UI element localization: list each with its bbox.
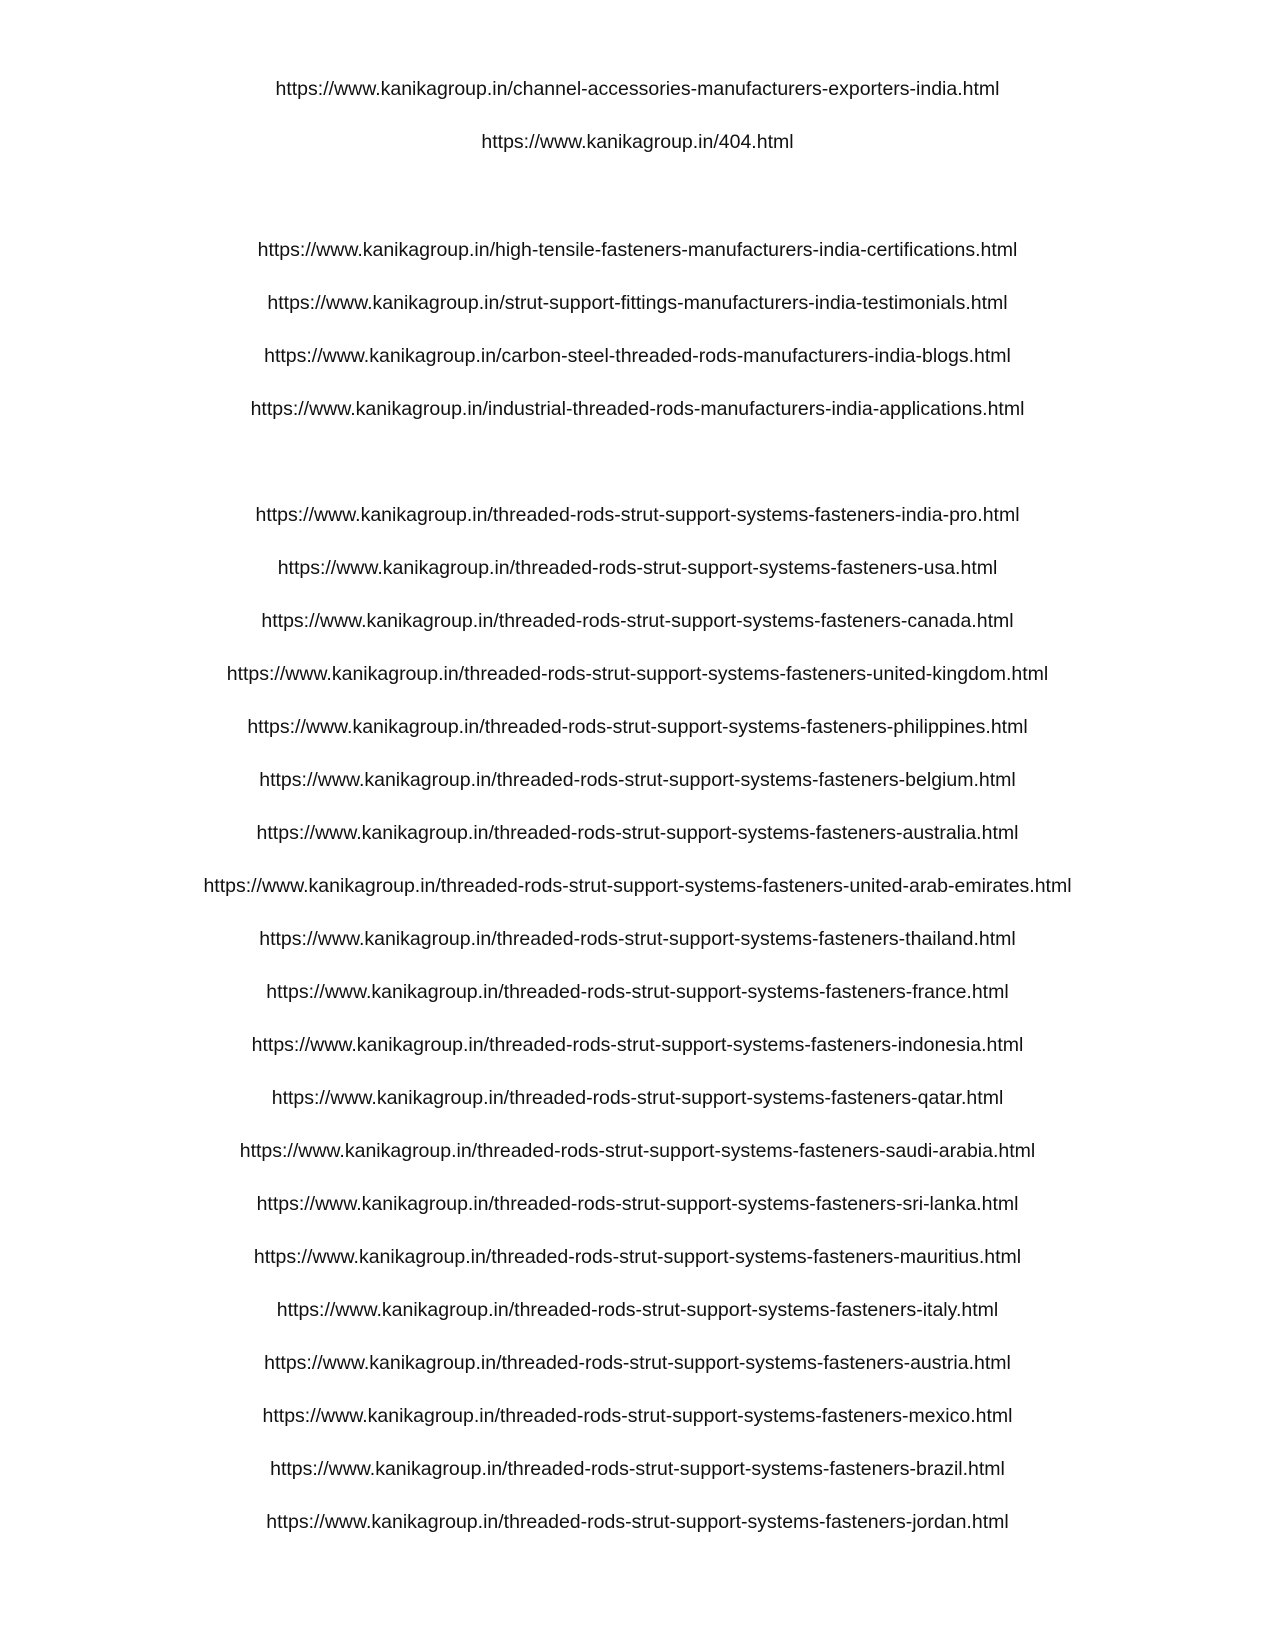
url-list-item (0, 595, 1275, 648)
url-link[interactable]: https://www.kanikagroup.in/threaded-rods-strut-support-systems-fasteners-united-kingdom.html (226, 663, 1049, 685)
url-list-item (0, 807, 1275, 860)
url-link[interactable]: https://www.kanikagroup.in/threaded-rods-strut-support-systems-fasteners-mexico.html (262, 1405, 1013, 1427)
url-list-item (0, 1443, 1275, 1496)
url-list-item (0, 542, 1275, 595)
url-list-item (0, 1019, 1275, 1072)
url-list-item (0, 966, 1275, 1019)
url-list-item (0, 1072, 1275, 1125)
url-link[interactable]: https://www.kanikagroup.in/threaded-rods-strut-support-systems-fasteners-qatar.html (271, 1087, 1004, 1109)
url-link[interactable]: https://www.kanikagroup.in/threaded-rods-strut-support-systems-fasteners-thailand.html (259, 928, 1016, 950)
url-list-item (0, 383, 1275, 436)
url-list-item (0, 63, 1275, 116)
url-link[interactable]: https://www.kanikagroup.in/threaded-rods-strut-support-systems-fasteners-australia.html (256, 822, 1019, 844)
url-list-item (0, 1284, 1275, 1337)
url-link[interactable]: https://www.kanikagroup.in/carbon-steel-threaded-rods-manufacturers-india-blogs.html (264, 345, 1011, 367)
url-link[interactable]: https://www.kanikagroup.in/high-tensile-fasteners-manufacturers-india-certifications.html (257, 239, 1018, 261)
url-list-item (0, 754, 1275, 807)
url-list-item (0, 701, 1275, 754)
url-group-misc (0, 63, 1275, 169)
url-group-countries (0, 489, 1275, 1549)
url-list-item (0, 116, 1275, 169)
url-list-item (0, 913, 1275, 966)
url-link[interactable]: https://www.kanikagroup.in/threaded-rods-strut-support-systems-fasteners-india-pro.html (255, 504, 1020, 526)
url-link[interactable]: https://www.kanikagroup.in/threaded-rods-strut-support-systems-fasteners-philippines.html (247, 716, 1028, 738)
url-link[interactable]: https://www.kanikagroup.in/threaded-rods-strut-support-systems-fasteners-jordan.html (266, 1511, 1009, 1533)
url-link[interactable]: https://www.kanikagroup.in/404.html (481, 131, 794, 153)
url-link[interactable]: https://www.kanikagroup.in/strut-support-fittings-manufacturers-india-testimonials.html (267, 292, 1008, 314)
url-link[interactable]: https://www.kanikagroup.in/threaded-rods-strut-support-systems-fasteners-saudi-arabia.html (239, 1140, 1036, 1162)
url-link[interactable]: https://www.kanikagroup.in/threaded-rods-strut-support-systems-fasteners-united-arab-emirates.html (203, 875, 1072, 897)
url-list-item (0, 330, 1275, 383)
url-link[interactable]: https://www.kanikagroup.in/industrial-threaded-rods-manufacturers-india-applications.html (250, 398, 1025, 420)
url-list-item (0, 277, 1275, 330)
url-link[interactable]: https://www.kanikagroup.in/threaded-rods-strut-support-systems-fasteners-belgium.html (259, 769, 1016, 791)
url-link[interactable]: https://www.kanikagroup.in/channel-accessories-manufacturers-exporters-india.html (275, 78, 1000, 100)
url-list-item (0, 1390, 1275, 1443)
url-link[interactable]: https://www.kanikagroup.in/threaded-rods-strut-support-systems-fasteners-austria.html (264, 1352, 1011, 1374)
url-link[interactable]: https://www.kanikagroup.in/threaded-rods-strut-support-systems-fasteners-france.html (266, 981, 1009, 1003)
url-list-item (0, 1178, 1275, 1231)
url-list-item (0, 224, 1275, 277)
url-list-item (0, 1496, 1275, 1549)
url-link[interactable]: https://www.kanikagroup.in/threaded-rods-strut-support-systems-fasteners-mauritius.html (253, 1246, 1022, 1268)
url-link[interactable]: https://www.kanikagroup.in/threaded-rods-strut-support-systems-fasteners-brazil.html (270, 1458, 1005, 1480)
url-link[interactable]: https://www.kanikagroup.in/threaded-rods-strut-support-systems-fasteners-indonesia.html (251, 1034, 1024, 1056)
url-list-item (0, 1337, 1275, 1390)
url-link[interactable]: https://www.kanikagroup.in/threaded-rods-strut-support-systems-fasteners-sri-lanka.html (256, 1193, 1019, 1215)
url-list-item (0, 860, 1275, 913)
url-link[interactable]: https://www.kanikagroup.in/threaded-rods-strut-support-systems-fasteners-italy.html (276, 1299, 999, 1321)
url-link[interactable]: https://www.kanikagroup.in/threaded-rods-strut-support-systems-fasteners-usa.html (277, 557, 998, 579)
url-list-item (0, 1125, 1275, 1178)
url-group-pages (0, 224, 1275, 436)
url-list-item (0, 489, 1275, 542)
url-list-item (0, 1231, 1275, 1284)
url-link[interactable]: https://www.kanikagroup.in/threaded-rods-strut-support-systems-fasteners-canada.html (261, 610, 1014, 632)
url-list-item (0, 648, 1275, 701)
